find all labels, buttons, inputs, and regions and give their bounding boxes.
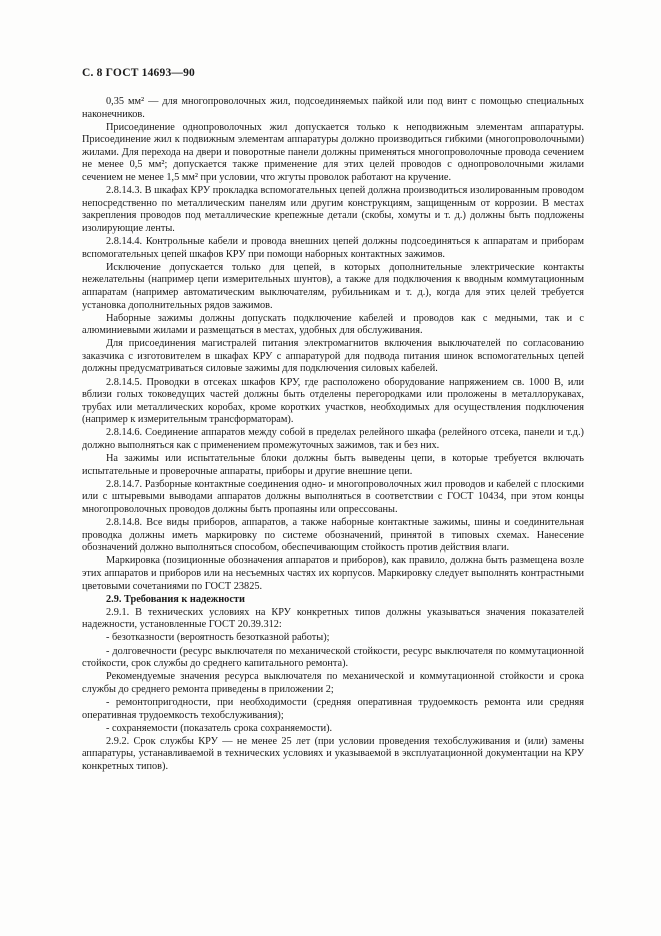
- list-item: - ремонтопригодности, при необходимости (средняя оперативная трудоемкость ремонта или средняя оперативная трудоемкость техобслуживания);: [82, 696, 584, 721]
- document-body: [82, 96, 584, 773]
- list-item: - сохраняемости (показатель срока сохраняемости).: [106, 722, 333, 734]
- paragraph: Исключение допускается только для цепей, в которых дополнительные электрические контакты нежелательны (например цепи измерительных шунтов), а также для подключения к вводным коммутационным аппаратам (например автоматическим выключателям, рубильникам и т. д.), когда для этих целей требуется установка дополнительных рядов зажимов.: [82, 261, 584, 311]
- paragraph: 2.8.14.5. Проводки в отсеках шкафов КРУ, где расположено оборудование напряжением св. 1000 В, или вблизи голых токоведущих частей должны быть отделены перегородками или проложены в металлорукавах, трубах или металлических коробах, кроме коротких участков, необходимых для осуществления подключения (например к измерительным трансформаторам).: [82, 376, 584, 426]
- paragraph: Маркировка (позиционные обозначения аппаратов и приборов), как правило, должна быть размещена возле этих аппаратов и приборов или на несъемных частях их корпусов. Маркировку следует выполнять контрастными цветовыми сочетаниями по ГОСТ 23825.: [82, 555, 584, 592]
- paragraph: 2.9.2. Срок службы КРУ — не менее 25 лет (при условии проведения техобслуживания и (или) замены аппаратуры, устанавливаемой в технических условиях и указываемой в эксплуатационной документации на КРУ конкретных типов).: [82, 735, 584, 772]
- paragraph: Присоединение однопроволочных жил допускается только к неподвижным элементам аппаратуры. Присоединение жил к подвижным элементам аппаратуры должно производиться гибкими (многопроволочными) жилами. Для перехода на двери и поворотные панели должны применяться многопроволочные провода сечением не менее 0,5 мм²; допускается также применение для этих целей проводов с однопроволочными жилами сечением не менее 1,5 мм² при условии, что жгуты проволок работают на кручение.: [82, 121, 584, 184]
- paragraph: На зажимы или испытательные блоки должны быть выведены цепи, в которые требуется включать испытательные и проверочные аппараты, приборы и другие внешние цепи.: [82, 453, 584, 477]
- paragraph: Для присоединения магистралей питания электромагнитов включения выключателей по согласованию заказчика с изготовителем в шкафах КРУ с аппаратурой для подвода питания шинок вспомогательных цепей должны предусматриваться силовые зажимы для подключения силовых кабелей.: [82, 338, 584, 375]
- page-header: С. 8 ГОСТ 14693—90: [82, 67, 195, 79]
- paragraph: 2.8.14.3. В шкафах КРУ прокладка вспомогательных цепей должна производиться изолированным проводом непосредственно по металлическим панелям или другим конструкциям, защищенным от коррозии. В местах закрепления проводов под металлические крепежные детали (скобы, хомуты и т. д.) должны быть подложены изолирующие ленты.: [82, 185, 584, 234]
- paragraph: 2.8.14.7. Разборные контактные соединения одно- и многопроволочных жил проводов и кабелей с плоскими или с штыревыми выводами аппаратов должны выполняться в соответствии с ГОСТ 10434, при этом концы многопроволочных проводов должны быть пропаяны или опрессованы.: [82, 478, 584, 515]
- paragraph: 2.8.14.4. Контрольные кабели и провода внешних цепей должны подсоединяться к аппаратам и приборам вспомогательных цепей шкафов КРУ при помощи наборных контактных зажимов.: [82, 236, 584, 260]
- paragraph: 2.8.14.8. Все виды приборов, аппаратов, а также наборные контактные зажимы, шины и соединительная проводка должны иметь маркировку по системе обозначений, принятой в типовых схемах. Нанесение обозначений должно выполняться способом, обеспечивающим стойкость против действия влаги.: [82, 517, 584, 554]
- paragraph: 2.9.1. В технических условиях на КРУ конкретных типов должны указываться значения показателей надежности, установленные ГОСТ 20.39.312:: [82, 606, 584, 631]
- section-title: 2.9. Требования к надежности: [106, 593, 245, 605]
- paragraph: Наборные зажимы должны допускать подключение кабелей и проводов как с медными, так и с алюминиевыми жилами и размещаться в местах, удобных для обслуживания.: [82, 312, 584, 337]
- paragraph: 2.8.14.6. Соединение аппаратов между собой в пределах релейного шкафа (релейного отсека, панели и т.д.) должно выполняться как с применением промежуточных зажимов, так и без них.: [82, 427, 584, 452]
- paragraph: Рекомендуемые значения ресурса выключателя по механической и коммутационной стойкости и срока службы до среднего ремонта приведены в приложении 2;: [82, 671, 584, 695]
- paragraph: 0,35 мм² — для многопроволочных жил, подсоединяемых пайкой или под винт с помощью специальных наконечников.: [82, 96, 584, 120]
- list-item: - долговечности (ресурс выключателя по механической стойкости, ресурс выключателя по коммутационной стойкости, срок службы до среднего капитального ремонта).: [82, 645, 584, 670]
- list-item: - безотказности (вероятность безотказной работы);: [106, 632, 330, 644]
